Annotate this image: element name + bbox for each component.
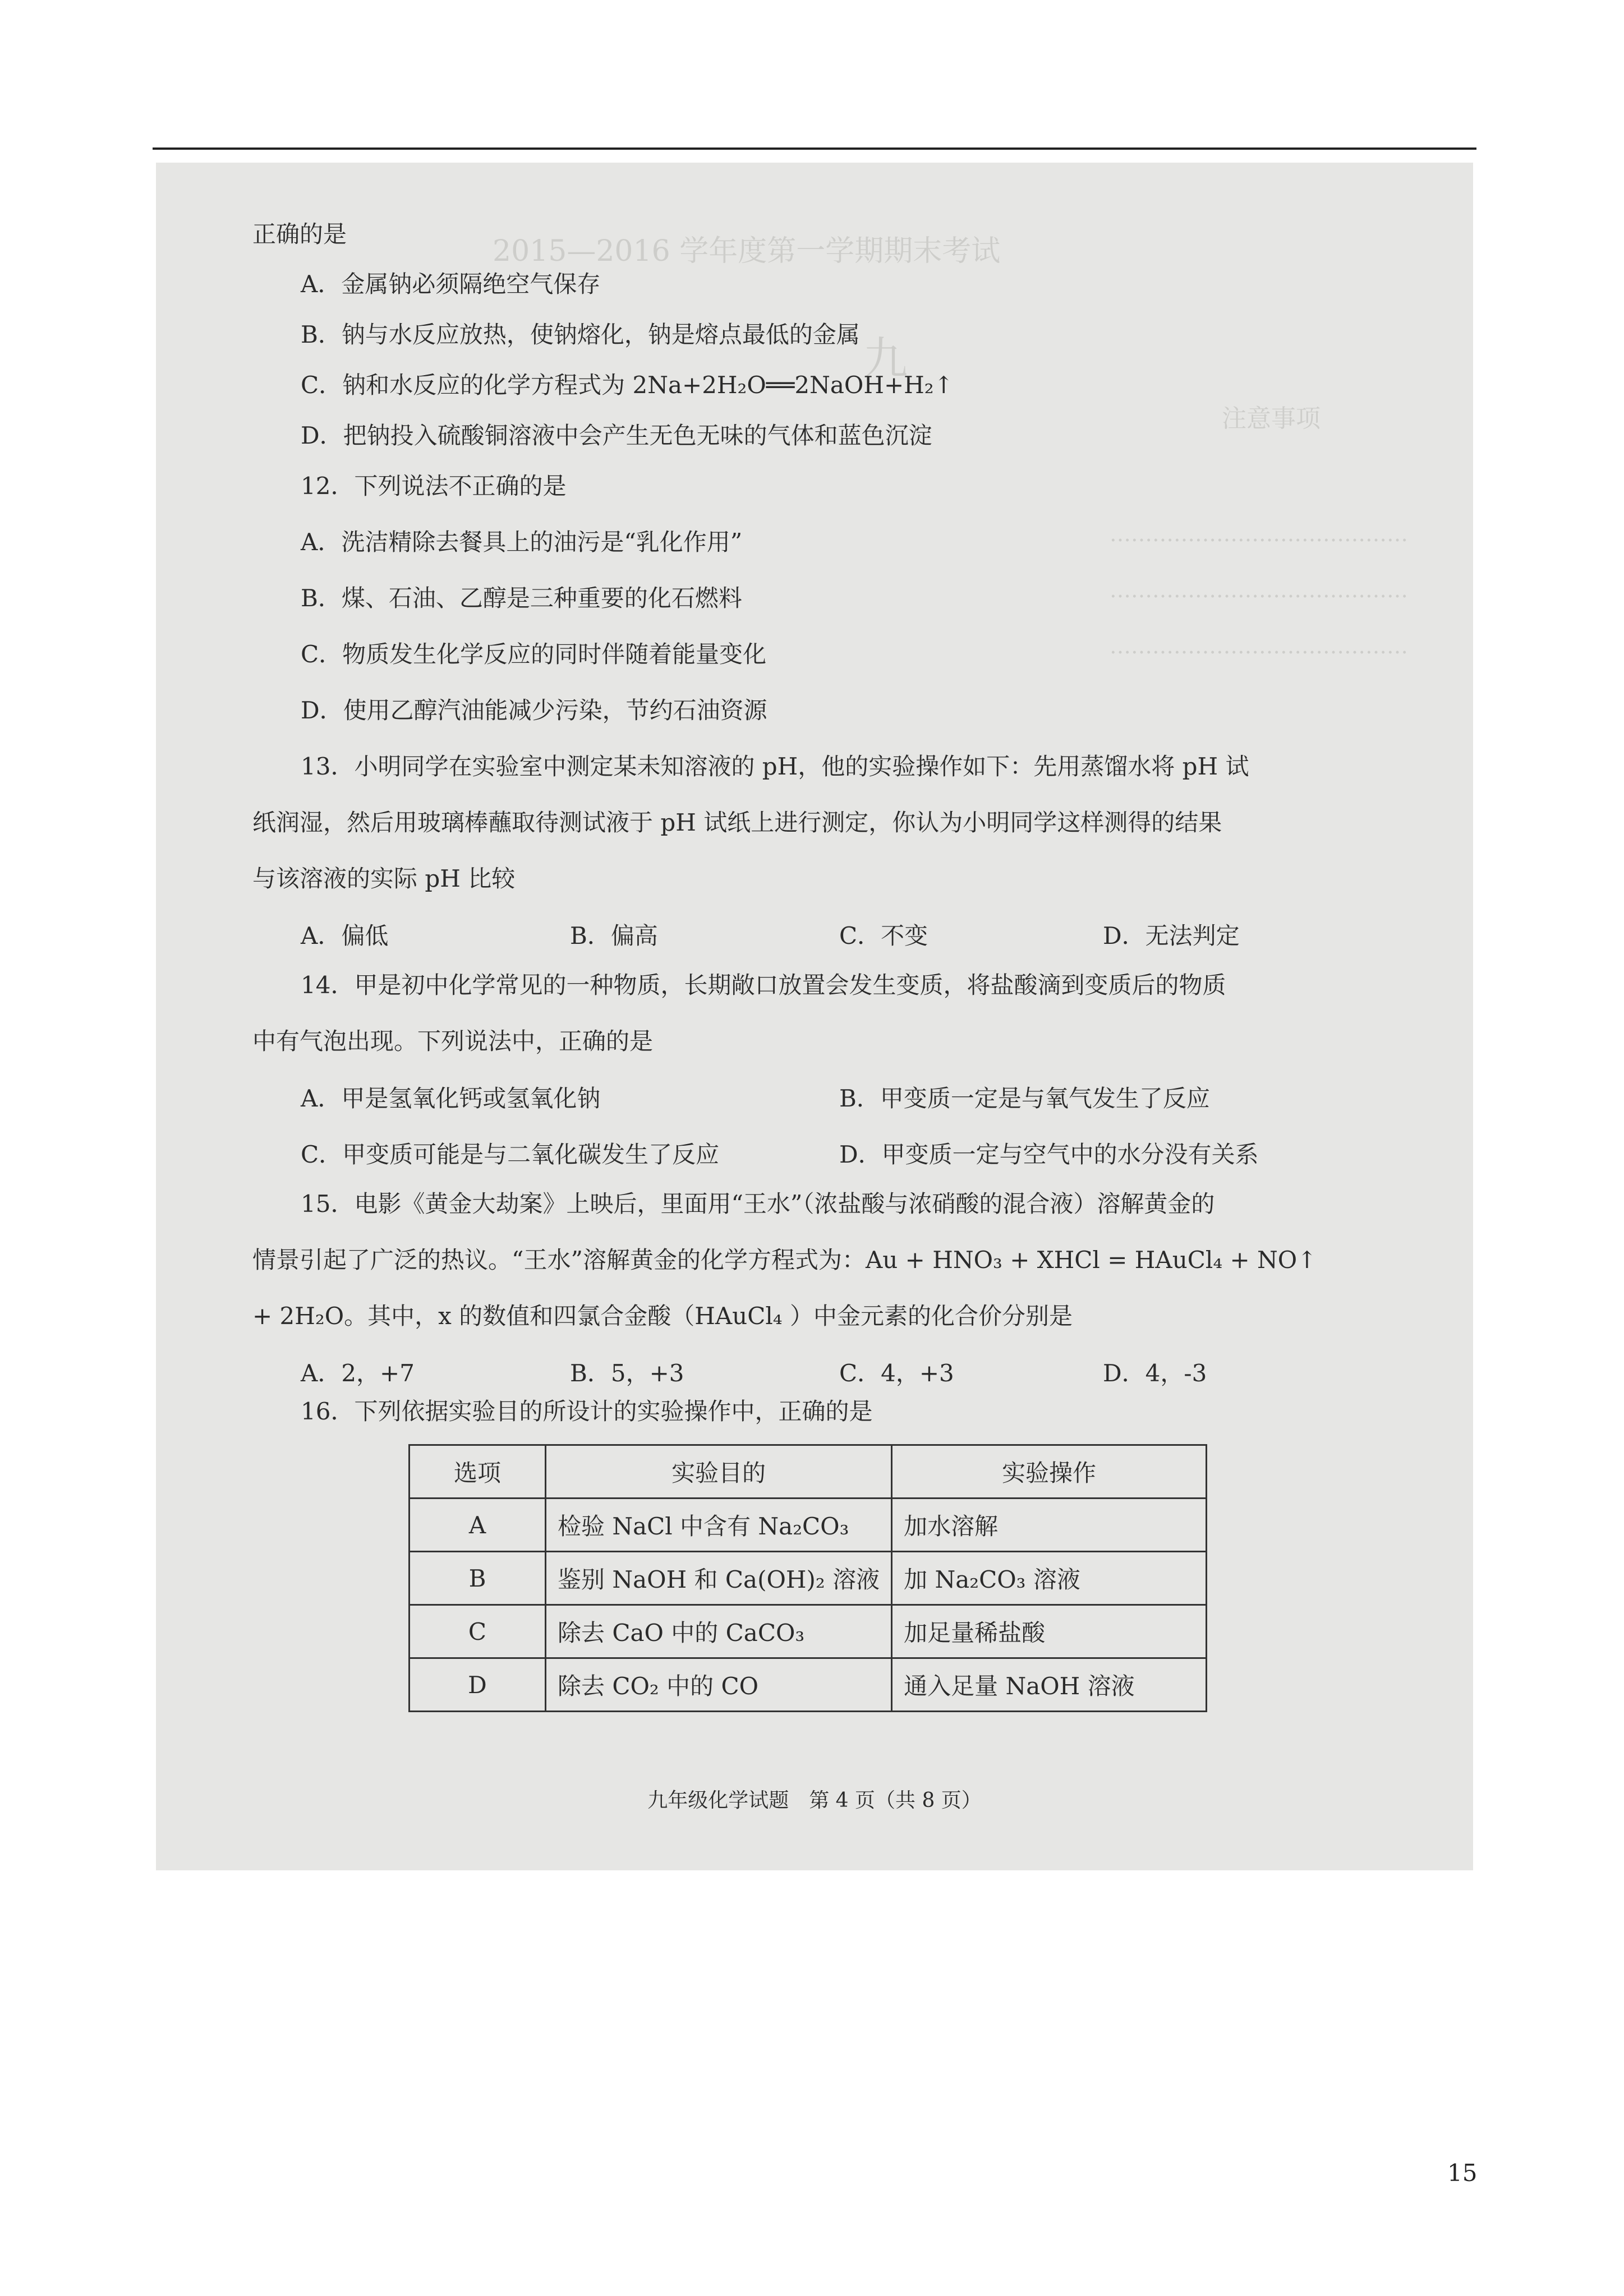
q14-option-c: C．甲变质可能是与二氧化碳发生了反应 (301, 1141, 720, 1168)
q13-stem-line2: 纸润湿，然后用玻璃棒蘸取待测试液于 pH 试纸上进行测定，你认为小明同学这样测得的结果 (252, 809, 1222, 836)
q11-option-a: A．金属钠必须隔绝空气保存 (301, 270, 601, 298)
q13-stem-line3: 与该溶液的实际 pH 比较 (252, 865, 516, 892)
q15-option-d: D．4，-3 (1103, 1359, 1207, 1387)
q14-stem-line1: 14．甲是初中化学常见的一种物质，长期敞口放置会发生变质，将盐酸滴到变质后的物质 (301, 971, 1226, 999)
table-cell: 加水溶解 (892, 1499, 1207, 1552)
scanned-exam-photo (156, 163, 1473, 1870)
bleed-through-text: 2015—2016 学年度第一学期期末考试 (493, 234, 1001, 268)
q12-option-c: C．物质发生化学反应的同时伴随着能量变化 (301, 640, 767, 668)
q15-option-b: B．5，+3 (570, 1359, 684, 1387)
table-cell: C (410, 1605, 546, 1658)
table-cell: D (410, 1658, 546, 1712)
bleed-through-text: …………………………………… (1110, 634, 1408, 658)
q15-stem-line3: + 2H₂O。其中，x 的数值和四氯合金酸（HAuCl₄ ）中金元素的化合价分别是 (252, 1302, 1073, 1330)
table-row (410, 1499, 1207, 1552)
table-row (410, 1605, 1207, 1658)
q15-stem-line1: 15．电影《黄金大劫案》上映后，里面用“王水”（浓盐酸与浓硝酸的混合液）溶解黄金的 (301, 1190, 1215, 1218)
table-cell: 除去 CaO 中的 CaCO₃ (546, 1605, 892, 1658)
bleed-through-text: …………………………………… (1110, 522, 1408, 546)
q14-option-a: A．甲是氢氧化钙或氢氧化钠 (301, 1085, 601, 1112)
bleed-through-text: 注意事项 (1222, 404, 1321, 433)
q13-option-d: D．无法判定 (1103, 922, 1240, 949)
table-cell: A (410, 1499, 546, 1552)
q14-option-d: D．甲变质一定与空气中的水分没有关系 (839, 1141, 1259, 1168)
q14-option-b: B．甲变质一定是与氧气发生了反应 (839, 1085, 1210, 1112)
q11-tail: 正确的是 (252, 220, 347, 248)
table-row (410, 1658, 1207, 1712)
table-cell: 通入足量 NaOH 溶液 (892, 1658, 1207, 1712)
bleed-through-text: …………………………………… (1110, 578, 1408, 602)
table-cell: 加 Na₂CO₃ 溶液 (892, 1552, 1207, 1605)
q15-option-a: A．2，+7 (301, 1359, 415, 1387)
q12-option-d: D．使用乙醇汽油能减少污染，节约石油资源 (301, 697, 767, 724)
header-rule (153, 147, 1476, 150)
q11-option-c: C．钠和水反应的化学方程式为 2Na+2H₂O══2NaOH+H₂↑ (301, 371, 954, 399)
table-cell: 鉴别 NaOH 和 Ca(OH)₂ 溶液 (546, 1552, 892, 1605)
q15-stem-line2: 情景引起了广泛的热议。“王水”溶解黄金的化学方程式为：Au + HNO₃ + XHCl = HAuCl₄ + NO↑ (252, 1246, 1317, 1274)
table-cell: B (410, 1552, 546, 1605)
table-header-purpose: 实验目的 (546, 1445, 892, 1499)
table-cell: 检验 NaCl 中含有 Na₂CO₃ (546, 1499, 892, 1552)
q14-stem-line2: 中有气泡出现。下列说法中，正确的是 (252, 1027, 654, 1055)
table-cell: 除去 CO₂ 中的 CO (546, 1658, 892, 1712)
table-header-operation: 实验操作 (892, 1445, 1207, 1499)
exam-footer: 九年级化学试题 第 4 页（共 8 页） (647, 1789, 982, 1812)
q13-option-c: C．不变 (839, 922, 928, 949)
table-row (410, 1552, 1207, 1605)
table-header-option: 选项 (410, 1445, 546, 1499)
table-cell: 加足量稀盐酸 (892, 1605, 1207, 1658)
page-number: 15 (1447, 2159, 1478, 2187)
q13-stem-line1: 13．小明同学在实验室中测定某未知溶液的 pH，他的实验操作如下：先用蒸馏水将 pH 试 (301, 753, 1249, 780)
q11-option-d: D．把钠投入硫酸铜溶液中会产生无色无味的气体和蓝色沉淀 (301, 422, 932, 449)
q12-option-b: B．煤、石油、乙醇是三种重要的化石燃料 (301, 584, 742, 612)
experiment-table (408, 1444, 1207, 1712)
bleed-through-text: 九 (863, 333, 908, 385)
table-header-row (410, 1445, 1207, 1499)
q16-stem: 16．下列依据实验目的所设计的实验操作中，正确的是 (301, 1398, 873, 1425)
q12-stem: 12．下列说法不正确的是 (301, 472, 567, 500)
q13-option-a: A．偏低 (301, 922, 389, 949)
q15-option-c: C．4，+3 (839, 1359, 954, 1387)
q13-option-b: B．偏高 (570, 922, 658, 949)
q12-option-a: A．洗洁精除去餐具上的油污是“乳化作用” (301, 528, 743, 556)
q11-option-b: B．钠与水反应放热，使钠熔化，钠是熔点最低的金属 (301, 321, 860, 348)
